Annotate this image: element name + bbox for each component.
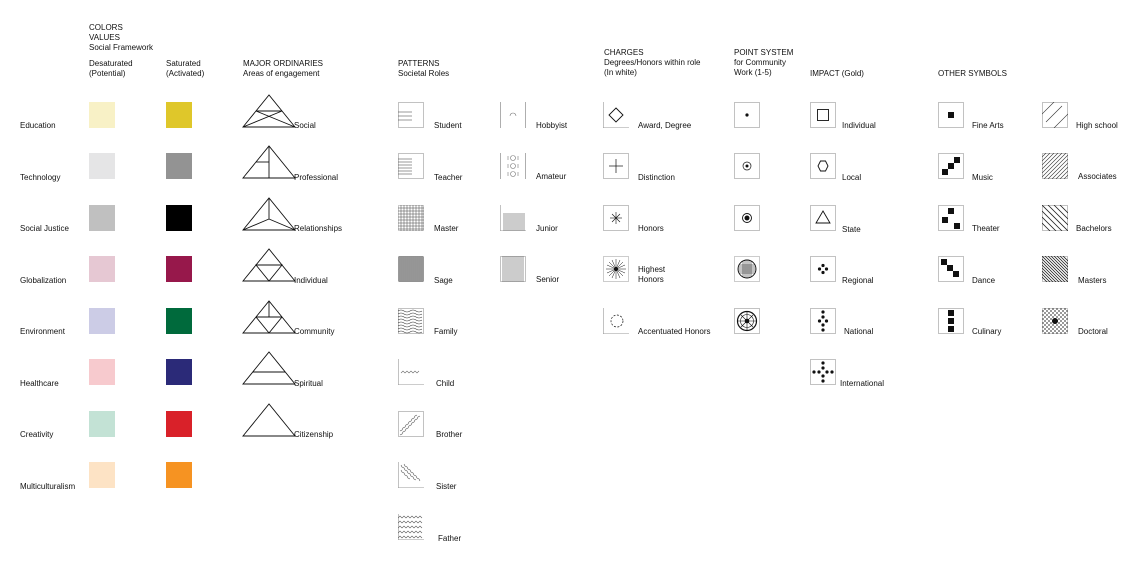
impact-national-dots-icon <box>810 308 836 334</box>
saturated-swatch <box>166 102 192 128</box>
desaturated-swatch <box>89 308 115 334</box>
ordinaries-heading: MAJOR ORDINARIES Areas of engagement <box>243 59 324 78</box>
ordinary-label: Citizenship <box>294 430 334 439</box>
ordinary-label: Spiritual <box>294 379 323 388</box>
impact-label: Regional <box>842 276 874 285</box>
desaturated-swatch <box>89 462 115 488</box>
points-4-hatched-circle-icon <box>734 256 760 282</box>
ordinary-label: Social <box>294 121 316 130</box>
charge-label: Honors <box>638 224 664 233</box>
saturated-swatch <box>166 308 192 334</box>
points-5-target-icon <box>734 308 760 334</box>
other-label: Dance <box>972 276 996 285</box>
saturated-swatch <box>166 462 192 488</box>
ordinary-social-triangle-icon <box>241 93 297 129</box>
desaturated-swatch <box>89 411 115 437</box>
impact-label: International <box>840 379 885 388</box>
points-3-circle-icon <box>734 205 760 231</box>
ordinary-label: Individual <box>294 276 328 285</box>
music-squares-icon <box>938 153 964 179</box>
saturated-swatch <box>166 359 192 385</box>
pattern-label: Sage <box>434 276 453 285</box>
charge-honors-star-icon <box>603 205 629 231</box>
ordinary-individual-triangle-icon <box>241 247 297 283</box>
pattern-senior-icon <box>500 256 526 282</box>
pattern-teacher-icon <box>398 153 424 179</box>
associates-hatch-icon <box>1042 153 1068 179</box>
pattern-family-icon <box>398 308 424 334</box>
desaturated-swatch <box>89 256 115 282</box>
pattern-sage-icon <box>398 256 424 282</box>
charge-accentuated-honors-ring-icon <box>603 308 629 334</box>
desaturated-swatch <box>89 102 115 128</box>
category-label: Social Justice <box>20 224 69 233</box>
category-label: Environment <box>20 327 65 336</box>
charge-award-diamond-icon <box>603 102 629 128</box>
impact-regional-dots-icon <box>810 256 836 282</box>
category-label: Healthcare <box>20 379 59 388</box>
pattern-student-icon <box>398 102 424 128</box>
impact-local-hexagon-icon <box>810 153 836 179</box>
category-label: Technology <box>20 173 61 182</box>
theater-squares-icon <box>938 205 964 231</box>
impact-label: Local <box>842 173 862 182</box>
pattern-label: Family <box>434 327 458 336</box>
impact-label: National <box>844 327 874 336</box>
pattern-label: Student <box>434 121 462 130</box>
impact-label: Individual <box>842 121 876 130</box>
pattern-label: Amateur <box>536 172 567 181</box>
charge-distinction-cross-icon <box>603 153 629 179</box>
impact-label: State <box>842 225 861 234</box>
pattern-label: Father <box>438 534 462 543</box>
impact-international-dots-icon <box>810 359 836 385</box>
other-label: Fine Arts <box>972 121 1004 130</box>
fine-arts-square-icon <box>938 102 964 128</box>
desaturated-swatch <box>89 205 115 231</box>
points-1-dot-icon <box>734 102 760 128</box>
pattern-amateur-icon <box>500 153 526 179</box>
pattern-child-icon <box>398 359 424 385</box>
pattern-label: Senior <box>536 275 560 284</box>
pattern-junior-icon <box>500 205 526 231</box>
other-label: Doctoral <box>1078 327 1108 336</box>
charge-label: Accentuated Honors <box>638 327 711 336</box>
desaturated-swatch <box>89 153 115 179</box>
other-heading: OTHER SYMBOLS <box>938 69 1007 78</box>
pattern-label: Master <box>434 224 459 233</box>
category-label: Education <box>20 121 56 130</box>
saturated-swatch <box>166 411 192 437</box>
other-label: Bachelors <box>1076 224 1112 233</box>
saturated-swatch <box>166 153 192 179</box>
charges-heading: CHARGES Degrees/Honors within role (In white) <box>604 48 701 77</box>
pattern-label: Teacher <box>434 173 463 182</box>
pattern-label: Child <box>436 379 455 388</box>
ordinary-citizenship-triangle-icon <box>241 402 297 438</box>
ordinary-professional-triangle-icon <box>241 144 297 180</box>
pattern-label: Hobbyist <box>536 121 568 130</box>
charge-label: Highest Honors <box>638 265 666 284</box>
colors-values-heading: COLORS VALUES Social Framework <box>89 23 154 52</box>
patterns-heading: PATTERNS Societal Roles <box>398 59 450 78</box>
doctoral-crosshatch-icon <box>1042 308 1068 334</box>
pattern-father-icon <box>398 514 424 540</box>
other-label: Culinary <box>972 327 1002 336</box>
impact-heading: IMPACT (Gold) <box>810 69 864 78</box>
category-label: Creativity <box>20 430 54 439</box>
masters-hatch-icon <box>1042 256 1068 282</box>
pattern-label: Brother <box>436 430 463 439</box>
high-school-hatch-icon <box>1042 102 1068 128</box>
impact-state-triangle-icon <box>810 205 836 231</box>
pattern-sister-icon <box>398 462 424 488</box>
ordinary-spiritual-triangle-icon <box>241 350 297 386</box>
points-heading: POINT SYSTEM for Community Work (1-5) <box>734 48 794 77</box>
saturated-heading: Saturated (Activated) <box>166 59 205 78</box>
saturated-swatch <box>166 256 192 282</box>
desaturated-heading: Desaturated (Potential) <box>89 59 133 78</box>
pattern-brother-icon <box>398 411 424 437</box>
ordinary-label: Relationships <box>294 224 343 233</box>
other-label: Associates <box>1078 172 1117 181</box>
dance-squares-icon <box>938 256 964 282</box>
other-label: High school <box>1076 121 1118 130</box>
desaturated-swatch <box>89 359 115 385</box>
charge-label: Award, Degree <box>638 121 692 130</box>
charge-highest-honors-burst-icon <box>603 256 629 282</box>
bachelors-hatch-icon <box>1042 205 1068 231</box>
ordinary-label: Community <box>294 327 335 336</box>
impact-individual-square-icon <box>810 102 836 128</box>
ordinary-community-triangle-icon <box>241 299 297 335</box>
culinary-squares-icon <box>938 308 964 334</box>
category-label: Multiculturalism <box>20 482 76 491</box>
other-label: Music <box>972 173 993 182</box>
saturated-swatch <box>166 205 192 231</box>
pattern-master-icon <box>398 205 424 231</box>
category-label: Globalization <box>20 276 67 285</box>
pattern-hobbyist-icon <box>500 102 526 128</box>
other-label: Masters <box>1078 276 1107 285</box>
pattern-label: Junior <box>536 224 558 233</box>
ordinary-label: Professional <box>294 173 339 182</box>
ordinary-relationships-triangle-icon <box>241 196 297 232</box>
points-2-circle-icon <box>734 153 760 179</box>
charge-label: Distinction <box>638 173 675 182</box>
pattern-label: Sister <box>436 482 457 491</box>
other-label: Theater <box>972 224 1000 233</box>
